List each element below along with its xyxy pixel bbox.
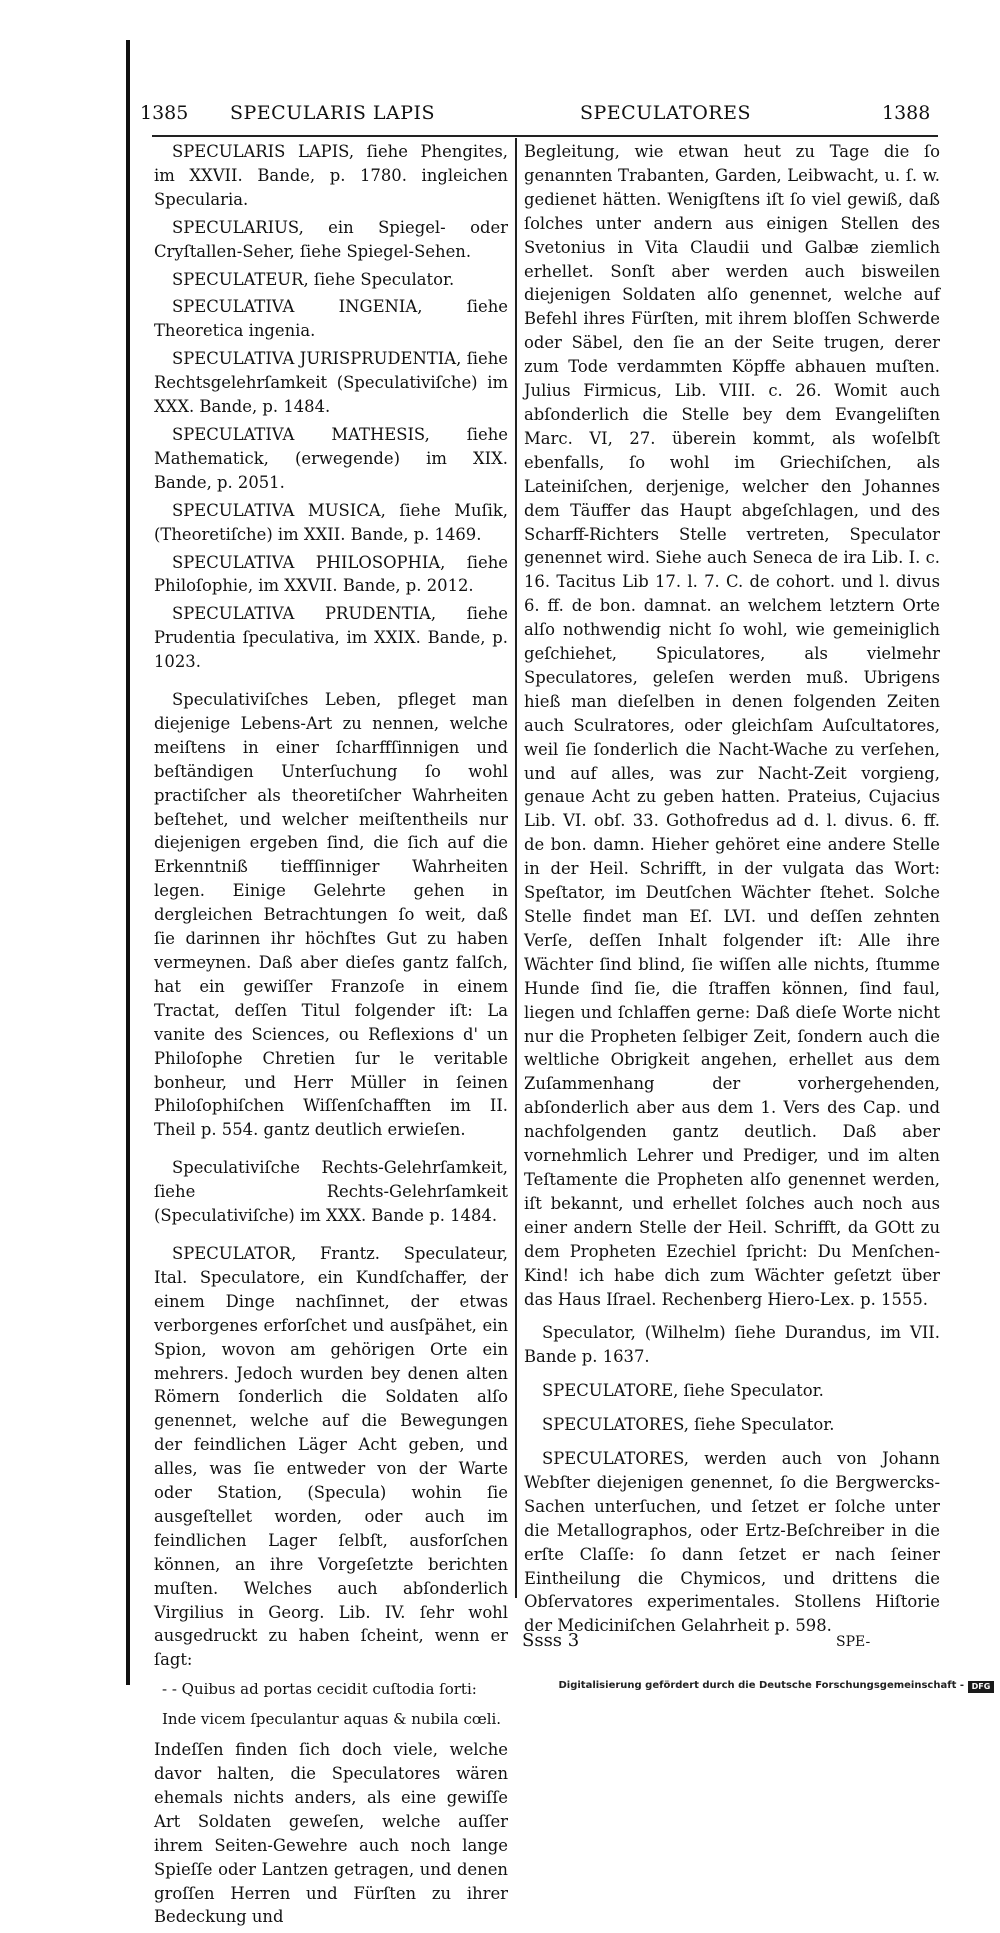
block-spacer <box>154 1146 508 1156</box>
signature-mark: Ssss 3 <box>522 1630 580 1651</box>
running-title-right: SPECULATORES <box>580 102 751 124</box>
dictionary-entry: SPECULATIVA INGENIA, ſiehe Theoretica ingenia. <box>154 297 508 341</box>
column-divider <box>515 138 517 1598</box>
dfg-logo: DFG <box>968 1681 994 1693</box>
page-number-right: 1388 <box>882 102 931 124</box>
dictionary-entry: SPECULATIVA PRUDENTIA, ſiehe Prudentia ſpeculativa, im XXIX. Bande, p. 1023. <box>154 604 508 672</box>
dictionary-entry: SPECULATIVA MATHESIS, ſiehe Mathematick, (erwegende) im XIX. Bande, p. 2051. <box>154 424 508 492</box>
page-number-left: 1385 <box>140 102 189 124</box>
dictionary-article: Speculativiſche Rechts-Gelehrſamkeit, ſiehe Rechts-Gelehrſamkeit (Speculativiſche) im XXX. Bande p. 1484. <box>154 1158 508 1226</box>
dictionary-entry: SPECULATIVA JURISPRUDENTIA, ſiehe Rechtsgelehrſamkeit (Speculativiſche) im XXX. Bande, p. 1484. <box>154 349 508 417</box>
dictionary-entry: SPECULATORE, ſiehe Speculator. <box>542 1381 824 1401</box>
right-column <box>524 140 940 1638</box>
dictionary-entry: SPECULATIVA MUSICA, ſiehe Muſik, (Theoretiſche) im XXII. Bande, p. 1469. <box>154 500 508 544</box>
dictionary-article: Speculativiſches Leben, pfleget man diejenige Lebens-Art zu nennen, welche meiſtens in einer ſcharffſinnigen und beſtändigen Unterſuchung ſo wohl practiſcher als theoretiſcher Wahrheiten beſtehet, und welcher meiſtentheils nur diejenigen ergeben ſind, die ſich auf die Erkenntniß tieffſinniger Wahrheiten legen. Einige Gelehrte gehen in dergleichen Betrachtungen ſo weit, daß ſie darinnen ihr höchſtes Gut zu haben vermeynen. Daß aber dieſes gantz falſch, hat ein gewiſſer Franzoſe in einem Tractat, deſſen Titul folgender iſt: La vanite des Sciences, ou Reflexions d' un Philoſophe Chretien ſur le veritable bonheur, und Herr Müller in ſeinen Philoſophiſchen Wiſſenſchafften im II. Theil p. 554. gantz deutlich erwieſen. <box>154 690 508 1140</box>
dictionary-article: Speculator, (Wilhelm) ſiehe Durandus, im VII. Bande p. 1637. <box>524 1323 940 1367</box>
catchword: SPE- <box>836 1634 871 1650</box>
running-header <box>140 102 940 136</box>
block-spacer <box>524 1369 940 1379</box>
binding-edge-bar <box>126 40 130 1685</box>
digitization-footer <box>0 1680 1000 1695</box>
dictionary-entry: SPECULATIVA PHILOSOPHIA, ſiehe Philoſophie, im XXVII. Bande, p. 2012. <box>154 552 508 596</box>
dictionary-article: SPECULATOR, Frantz. Speculateur, Ital. Speculatore, ein Kundſchaffer, der einem Dinge nachſinnet, der etwas verborgenes erforſchet und ausſpähet, ein Spion, wovon am gehörigen Orte ein mehrers. Jedoch wurden bey denen alten Römern ſonderlich die Soldaten alſo genennet, welche auf die Bewegungen der feindlichen Läger Acht geben, und alles, was ſie entweder von der Warte oder Station, (Specula) wohin ſie ausgeſtellet worden, oder auch im feindlichen Lager ſelbſt, ausforſchen können, an ihre Vorgeſetzte berichten muſten. Welches auch abſonderlich Virgilius in Georg. Lib. IV. ſehr wohl ausgedruckt zu haben ſcheint, wenn er ſagt: <box>154 1243 508 1670</box>
article-text: Indeſſen finden ſich doch viele, welche davor halten, die Speculatores wären ehemals nichts anders, als eine gewiſſe Art Soldaten geweſen, welche auſſer ihrem Seiten-Gewehre auch noch lange Spieſſe oder Lantzen getragen, und denen groſſen Herren und Fürſten zu ihrer Bedeckung und <box>154 1740 508 1927</box>
left-column <box>154 140 508 1933</box>
verse-line: - - Quibus ad portas cecidit cuſtodia ſorti: <box>162 1680 477 1699</box>
funding-credit: Digitalisierung gefördert durch die Deutsche Forschungsgemeinschaft - <box>558 1680 964 1691</box>
article-text: Begleitung, wie etwan heut zu Tage die ſo genannten Trabanten, Garden, Leibwacht, u. ſ. w. gedienet hätten. Wenigſtens iſt ſo viel gewiß, daß ſolches unter andern aus einigen Stellen des Svetonius in Vita Claudii und Galbæ ziemlich erhellet. Sonſt aber werden auch bisweilen diejenigen Soldaten alſo genennet, welche auf Befehl ihres Fürſten, mit ihrem bloſſen Schwerde oder Säbel, den ſie an der Seite trugen, derer zum Tode verdammten Köpffe abhauen muſten. Julius Firmicus, Lib. VIII. c. 26. Womit auch abſonderlich die Stelle bey dem Evangeliſten Marc. VI, 27. überein kommt, als woſelbſt ebenfalls, ſo wohl im Griechiſchen, als Lateiniſchen, derjenige, welcher den Johannes dem Täuffer das Haupt abgeſchlagen, und des Scharff-Richters Stelle vertreten, Speculator genennet wird. Siehe auch Seneca de ira Lib. I. c. 16. Tacitus Lib 17. l. 7. C. de cohort. und l. divus 6. ff. de bon. damnat. an welchem letztern Orte alſo nothwendig nicht ſo wohl, wie gemeiniglich geſchiehet, Spiculatores, als vielmehr Speculatores, geleſen werden muß. Ubrigens hieß man dieſelben in denen folgenden Zeiten auch Sculratores, oder gleichſam Auſcultatores, weil ſie ſonderlich die Nacht-Wache zu verſehen, und auf alles, was zur Nacht-Zeit vorgieng, genaue Acht zu geben hatten. Prateius, Cujacius Lib. VI. obſ. 33. Gothofredus ad d. l. divus. 6. ff. de bon. damn. Hieher gehöret eine andere Stelle in der Heil. Schrifft, in der vulgata das Wort: Speſtator, im Deutſchen Wächter ſtehet. Solche Stelle findet man Eſ. LVI. und deſſen zehnten Verſe, deſſen Inhalt folgender iſt: Alle ihre Wächter ſind blind, ſie wiſſen alle nichts, ſtumme Hunde ſind ſie, die ſtraffen können, ſind faul, liegen und ſchlaffen gerne: Daß dieſe Worte nicht nur die Propheten ſelbiger Zeit, ſondern auch die weltliche Obrigkeit angehen, erhellet aus dem Zuſammenhang der vorhergehenden, abſonderlich aber aus dem 1. Vers des Cap. und nachfolgenden gantz deutlich. Daß aber vornehmlich Lehrer und Prediger, und im alten Teſtamente die Propheten alſo genennet werden, iſt bekannt, und erhellet ſolches auch noch aus einer andern Stelle der Heil. Schrifft, da GOtt zu dem Propheten Ezechiel ſpricht: Du Menſchen-Kind! ich habe dich zum Wächter geſetzt über das Haus Iſrael. Rechenberg Hiero-Lex. p. 1555. <box>524 142 940 1309</box>
dictionary-entry: SPECULARIUS, ein Spiegel- oder Cryſtallen-Seher, ſiehe Spiegel-Sehen. <box>154 217 508 261</box>
block-spacer <box>524 1403 940 1413</box>
header-rule <box>152 135 938 137</box>
verse-line: Inde vicem ſpeculantur aquas & nubila cœli. <box>162 1710 502 1729</box>
dictionary-article: SPECULATORES, werden auch von Johann Webſter diejenigen genennet, ſo die Bergwercks-Sachen unterſuchen, und ſetzet er ſolche unter die Metallographos, oder Ertz-Beſchreiber in die erſte Claſſe: ſo dann ſetzet er nach ſeiner Eintheilung die Chymicos, und drittens die Obſervatores experimentales. Stollens Hiſtorie der Mediciniſchen Gelahrheit p. 598. <box>524 1449 940 1636</box>
dictionary-entry: SPECULATORES, ſiehe Speculator. <box>542 1415 835 1435</box>
block-spacer <box>154 678 508 688</box>
dictionary-entry: SPECULATEUR, ſiehe Speculator. <box>172 269 455 289</box>
running-title-left: SPECULARIS LAPIS <box>230 102 436 124</box>
block-spacer <box>524 1311 940 1321</box>
block-spacer <box>154 1232 508 1242</box>
block-spacer <box>524 1437 940 1447</box>
dictionary-entry: SPECULARIS LAPIS, ſiehe Phengites, im XXVII. Bande, p. 1780. ingleichen Specularia. <box>154 142 508 209</box>
